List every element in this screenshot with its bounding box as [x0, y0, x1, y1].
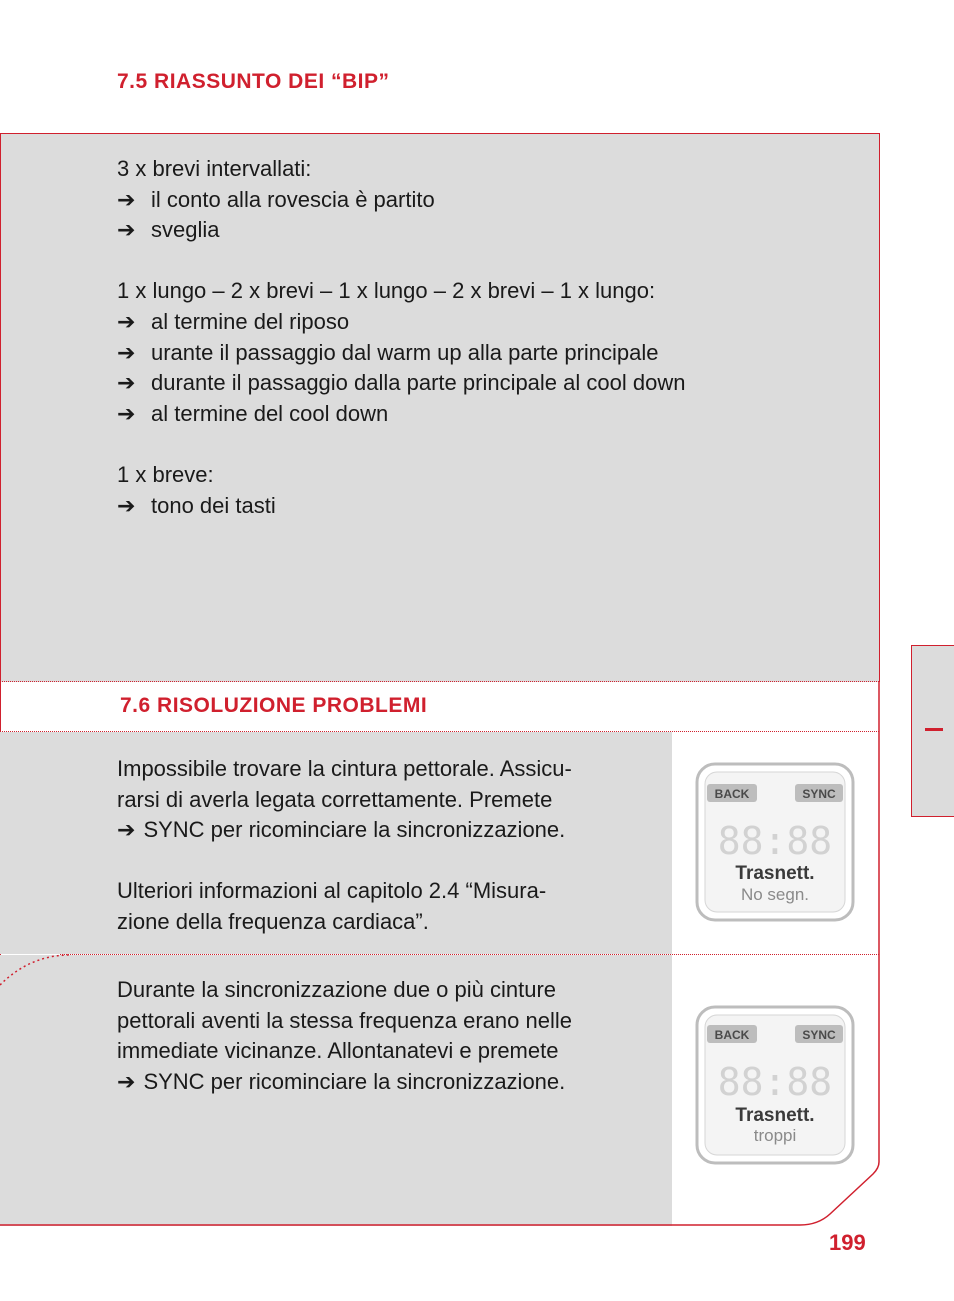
group-heading-single-short: 1 x breve:	[117, 461, 214, 487]
svg-text:troppi: troppi	[753, 1126, 797, 1145]
list-item: ➔ al termine del cool down	[117, 399, 685, 430]
group-heading-short-intervals: 3 x brevi intervallati:	[117, 156, 312, 181]
svg-text:Trasnett.: Trasnett.	[735, 1105, 815, 1126]
svg-text:BACK: BACK	[714, 787, 750, 801]
chapter-tab	[911, 645, 954, 817]
section-7-6-title: 7.6 RISOLUZIONE PROBLEMI	[120, 694, 428, 717]
svg-text:SYNC: SYNC	[802, 787, 836, 801]
list-item: ➔ tono dei tasti	[117, 491, 685, 522]
list-item: ➔ urante il passaggio dal warm up alla parte principale	[117, 338, 685, 369]
svg-text:Trasnett.: Trasnett.	[735, 863, 815, 884]
list-item: ➔ durante il passaggio dalla parte principale al cool down	[117, 368, 685, 399]
chapter-tab-marker	[925, 728, 943, 731]
section-7-5-title: 7.5 RIASSUNTO DEI “BIP”	[117, 70, 390, 93]
arrow-icon: ➔	[117, 308, 136, 334]
group-heading-long-short: 1 x lungo – 2 x brevi – 1 x lungo – 2 x brevi – 1 x lungo:	[117, 278, 656, 304]
svg-text:BACK: BACK	[714, 1028, 750, 1042]
svg-text:SYNC: SYNC	[802, 1028, 836, 1042]
arrow-icon: ➔	[117, 400, 136, 426]
arrow-icon: ➔	[117, 817, 136, 843]
arrow-icon: ➔	[117, 339, 136, 365]
problem-1-text: Impossibile trovare la cintura pettorale. Assicu- rarsi di averla legata correttamente. Premete ➔ SYNC per ricominciare la sincronizzazione. Ulteriori informazioni al capitolo 2.4 “Misura- zione della frequenza cardiaca”.	[117, 756, 572, 934]
list-item: ➔ al termine del riposo	[117, 307, 685, 338]
problem-2-text: Durante la sincronizzazione due o più cinture pettorali aventi la stessa frequenza erano nelle immediate vicinanze. Allontanatevi e premete ➔ SYNC per ricominciare la sincronizzazione.	[117, 977, 572, 1094]
list-item: ➔ sveglia	[117, 215, 685, 246]
svg-text:88:88: 88:88	[717, 1060, 833, 1104]
arrow-icon: ➔	[117, 370, 136, 396]
svg-text:No segn.: No segn.	[740, 885, 810, 904]
arrow-icon: ➔	[117, 492, 136, 518]
arrow-icon: ➔	[117, 1068, 136, 1094]
svg-text:88:88: 88:88	[717, 819, 833, 863]
list-item: ➔ il conto alla rovescia è partito	[117, 185, 685, 216]
arrow-icon: ➔	[117, 186, 136, 212]
page-number: 199	[829, 1230, 866, 1255]
arrow-icon: ➔	[117, 217, 136, 243]
